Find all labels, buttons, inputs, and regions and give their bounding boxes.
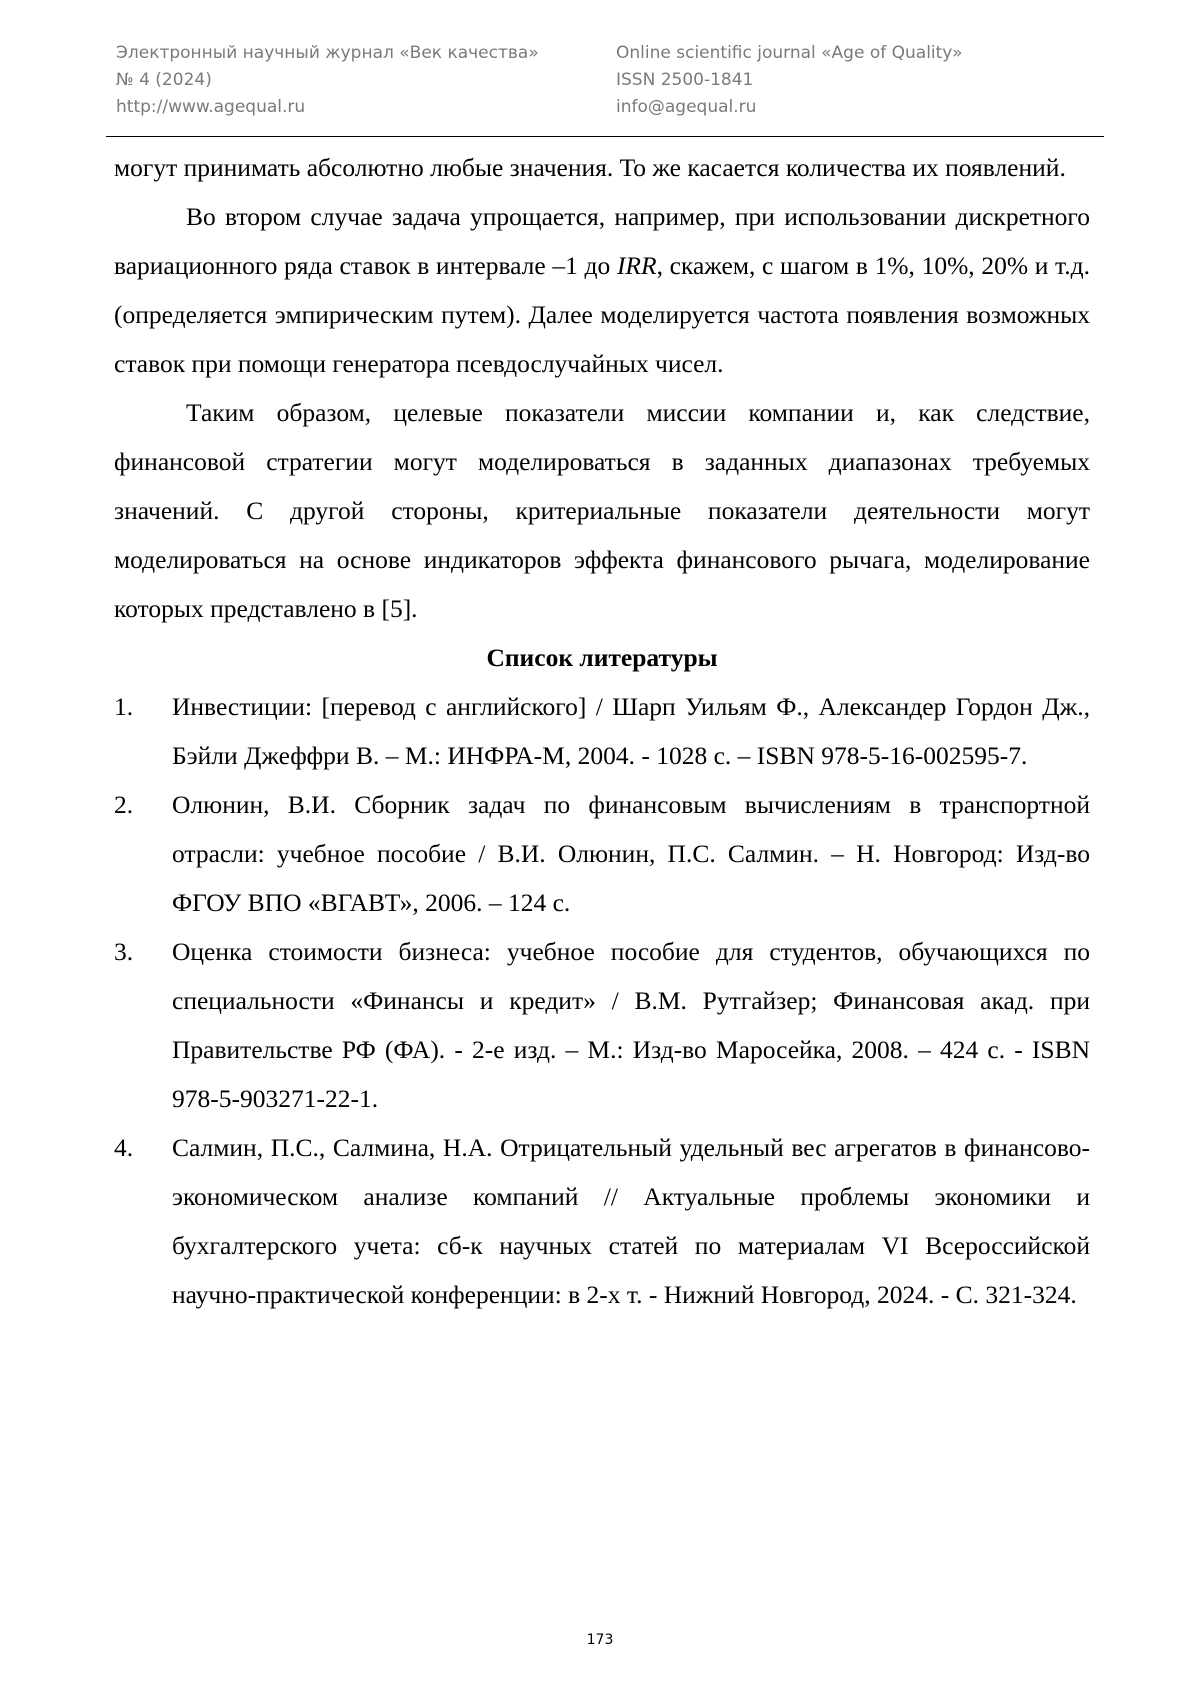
page-number: 173	[0, 1632, 1200, 1648]
journal-title-ru: Электронный научный журнал «Век качества»	[116, 40, 539, 67]
body-paragraph-2-end: , скажем, с шагом в 1%, 10%, 20% и т.д. (определяется эмпирическим путем). Далее моделируется частота появления возможных ставок при помощи генератора псевдослучайных чисел.	[114, 251, 1090, 378]
header-left-block	[116, 40, 539, 121]
journal-email: info@agequal.ru	[616, 94, 962, 121]
journal-issue: № 4 (2024)	[116, 67, 539, 94]
irr-term: IRR	[617, 251, 657, 280]
body-paragraph-2-start: Во втором случае задача упрощается, например, при использовании дискретного вариационного ряда ставок в интервале –1 до	[114, 202, 1090, 280]
page-content	[114, 143, 1090, 1319]
body-paragraph-2	[114, 192, 1090, 388]
reference-item	[114, 1123, 1090, 1319]
journal-url: http://www.agequal.ru	[116, 94, 539, 121]
references-title: Список литературы	[114, 633, 1090, 682]
body-paragraph-3: Таким образом, целевые показатели миссии компании и, как следствие, финансовой стратегии могут моделироваться в заданных диапазонах требуемых значений. С другой стороны, критериальные показатели деятельности могут моделироваться на основе индикаторов эффекта финансового рычага, моделирование которых представлено в [5].	[114, 388, 1090, 633]
reference-text: Оценка стоимости бизнеса: учебное пособие для студентов, обучающихся по специальности «Финансы и кредит» / В.М. Рутгайзер; Финансовая акад. при Правительстве РФ (ФА). - 2-е изд. – М.: Изд-во Маросейка, 2008. – 424 с. - ISBN 978-5-903271-22-1.	[172, 927, 1090, 1123]
journal-issn: ISSN 2500-1841	[616, 67, 962, 94]
header-divider	[106, 136, 1104, 137]
reference-text: Инвестиции: [перевод с английского] / Шарп Уильям Ф., Александер Гордон Дж., Бэйли Джеффри В. – М.: ИНФРА-М, 2004. - 1028 с. – ISBN 978-5-16-002595-7.	[172, 682, 1090, 780]
reference-text: Салмин, П.С., Салмина, Н.А. Отрицательный удельный вес агрегатов в финансово-экономическом анализе компаний // Актуальные проблемы экономики и бухгалтерского учета: сб-к научных статей по материалам VI Всероссийской научно-практической конференции: в 2-х т. - Нижний Новгород, 2024. - С. 321-324.	[172, 1123, 1090, 1319]
references-list	[114, 682, 1090, 1319]
reference-item	[114, 682, 1090, 780]
reference-text: Олюнин, В.И. Сборник задач по финансовым вычислениям в транспортной отрасли: учебное пособие / В.И. Олюнин, П.С. Салмин. – Н. Новгород: Изд-во ФГОУ ВПО «ВГАВТ», 2006. – 124 с.	[172, 780, 1090, 927]
reference-number: 3.	[114, 927, 172, 976]
reference-item	[114, 927, 1090, 1123]
reference-number: 2.	[114, 780, 172, 829]
journal-title-en: Online scientific journal «Age of Quality»	[616, 40, 962, 67]
reference-item	[114, 780, 1090, 927]
reference-number: 4.	[114, 1123, 172, 1172]
body-paragraph-1: могут принимать абсолютно любые значения. То же касается количества их появлений.	[114, 143, 1090, 192]
reference-number: 1.	[114, 682, 172, 731]
header-right-block	[616, 40, 962, 121]
